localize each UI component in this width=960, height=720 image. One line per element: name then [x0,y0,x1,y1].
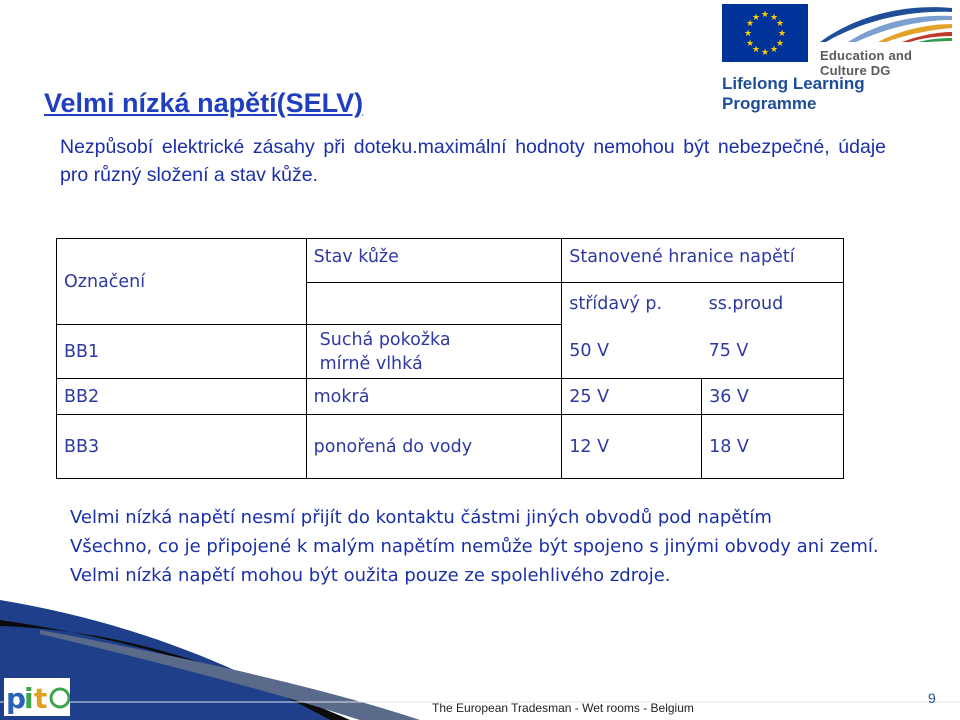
cell-stav [306,325,562,379]
cell-dc: 36 V [702,379,844,415]
table-row [57,325,844,379]
svg-text:★: ★ [743,29,753,39]
header-oznaceni: Označení [57,239,307,325]
cell-oznaceni: BB3 [57,415,307,479]
svg-text:★: ★ [745,39,755,49]
cell-ac: 12 V [562,415,702,479]
svg-text:★: ★ [777,29,787,39]
header-empty-cell [306,283,562,325]
cell-oznaceni: BB1 [57,325,307,379]
svg-text:★: ★ [769,13,779,23]
pitb-logo-icon [4,678,70,716]
table-row [57,379,844,415]
cell-ac: 25 V [562,379,702,415]
voltage-limits-table [56,238,844,479]
table-row [57,415,844,479]
svg-text:★: ★ [745,19,755,29]
footer-text: The European Tradesman - Wet rooms - Belgium [432,701,694,715]
cell-dc: 18 V [702,415,844,479]
programme-logo-text: Lifelong Learning Programme [722,74,865,113]
note-line: Všechno, co je připojené k malým napětím nemůže být spojeno s jinými obvody ani zemí. [70,536,879,557]
svg-text:★: ★ [769,45,779,55]
svg-text:★: ★ [760,48,770,58]
cell-stav: mokrá [306,379,562,415]
header-hranice: Stanovené hranice napětí [562,239,844,283]
header-ss-proud: ss.proud [702,283,844,325]
svg-text:i: i [24,682,34,715]
header-stav-kuze: Stav kůže [306,239,562,283]
dg-logo-text: Education and Culture DG [820,48,913,78]
intro-paragraph: Nezpůsobí elektrické zásahy při doteku.maximální hodnoty nemohou být nebezpečné, údaje pro různý složení a stav kůže. [60,136,886,186]
eu-flag-icon [722,4,808,62]
note-line: Velmi nízká napětí nesmí přijít do kontaktu částmi jiných obvodů pod napětím [70,507,772,528]
svg-text:p: p [6,682,27,715]
cell-stav: ponořená do vody [306,415,562,479]
svg-text:★: ★ [751,45,761,55]
cell-dc: 75 V [702,325,844,379]
cell-ac: 50 V [562,325,702,379]
header-stridavy: střídavý p. [562,283,702,325]
cell-oznaceni: BB2 [57,379,307,415]
page-title: Velmi nízká napětí(SELV) [44,88,364,118]
notes-block [70,503,900,590]
svg-text:★: ★ [760,10,770,20]
svg-text:★: ★ [775,19,785,29]
cell-stav-line: Suchá pokožka [319,329,451,350]
svg-text:★: ★ [751,13,761,23]
colored-swoosh-icon [818,4,954,44]
page-number: 9 [928,690,936,706]
note-line: Velmi nízká napětí mohou být oužita pouze ze spolehlivého zdroje. [70,565,671,586]
svg-text:★: ★ [775,39,785,49]
cell-stav-line: mírně vlhká [319,353,423,374]
svg-text:t: t [34,682,48,715]
